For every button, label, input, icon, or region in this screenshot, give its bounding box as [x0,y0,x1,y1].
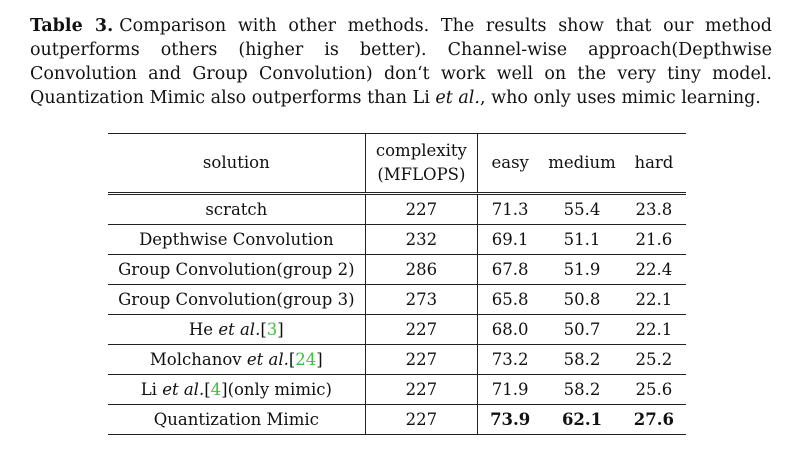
cell-easy: 65.8 [491,290,529,309]
citation-link[interactable]: 24 [295,350,317,369]
cell-hard: 23.8 [635,200,673,219]
et-al: et al. [218,320,261,339]
table-row [108,345,686,375]
cell-easy: 71.3 [491,200,529,219]
cell-complexity: 232 [365,225,477,255]
cell-medium: 51.1 [563,230,601,249]
cell-hard: 22.4 [635,260,673,279]
cell-medium: 50.7 [563,320,601,339]
cell-medium: 50.8 [563,290,601,309]
cell-medium: 58.2 [563,350,601,369]
table-row [108,315,686,345]
cell-hard: 25.2 [635,350,673,369]
et-al: et al. [246,350,289,369]
cell-solution [108,315,365,345]
solution-suffix: (only mimic) [227,380,332,399]
cell-medium: 51.9 [563,260,601,279]
cell-solution: Group Convolution(group 3) [108,285,365,315]
cell-hard: 22.1 [635,290,673,309]
cell-complexity: 286 [365,255,477,285]
citation-link[interactable]: 3 [266,320,278,339]
solution-name: Li [140,380,163,399]
bracket-close: ] [277,320,284,339]
caption-label: Table 3. [30,16,114,36]
header-complexity-line2: (MFLOPS) [377,165,466,184]
cell-medium: 62.1 [561,410,603,429]
cell-complexity: 227 [365,405,477,435]
cell-hard: 22.1 [635,320,673,339]
cell-solution: scratch [108,194,365,225]
cell-complexity: 227 [365,315,477,345]
caption-text: Comparison with other methods. The results show that our method outperforms others (higher is better). Channel-wise approach(Depthwise Convolution and Group Convolution) don‘t work well on the very tiny model. Quantization Mimic also outperforms than Li et al., who only uses mimic learning. [30,16,772,108]
cell-easy: 67.8 [491,260,529,279]
cell-complexity: 227 [365,345,477,375]
header-complexity-line1: complexity [375,141,467,160]
caption-et-al: et al. [435,88,480,108]
bracket-open: [ [260,320,267,339]
cell-easy: 69.1 [491,230,529,249]
cell-easy: 68.0 [491,320,529,339]
bracket-open: [ [288,350,296,369]
cell-solution: Group Convolution(group 2) [108,255,365,285]
header-solution: solution [108,134,365,194]
table-row [108,225,686,255]
table-row [108,405,686,435]
cell-solution [108,345,365,375]
bracket-close: ] [316,350,323,369]
cell-easy: 71.9 [491,380,529,399]
cell-complexity: 227 [365,194,477,225]
et-al: et al. [162,380,205,399]
cell-medium: 55.4 [563,200,601,219]
cell-medium: 58.2 [563,380,601,399]
table-row [108,255,686,285]
cell-easy: 73.2 [491,350,529,369]
citation-link[interactable]: 4 [210,380,222,399]
header-complexity [365,134,477,194]
solution-name: Molchanov [149,350,247,369]
cell-hard: 25.6 [635,380,673,399]
cell-solution: Depthwise Convolution [108,225,365,255]
results-table [108,133,686,435]
table-row [108,375,686,405]
bracket-close: ] [221,380,228,399]
cell-solution [108,375,365,405]
table-caption [30,14,772,110]
table-row [108,194,686,225]
solution-name: He [188,320,219,339]
cell-complexity: 273 [365,285,477,315]
cell-complexity: 227 [365,375,477,405]
header-easy: easy [491,153,529,172]
cell-solution: Quantization Mimic [108,405,365,435]
header-row [108,134,686,194]
cell-easy: 73.9 [490,410,531,429]
bracket-open: [ [204,380,211,399]
header-hard: hard [634,153,674,172]
cell-hard: 21.6 [635,230,673,249]
header-medium: medium [548,153,616,172]
cell-hard: 27.6 [633,410,674,429]
table-row [108,285,686,315]
